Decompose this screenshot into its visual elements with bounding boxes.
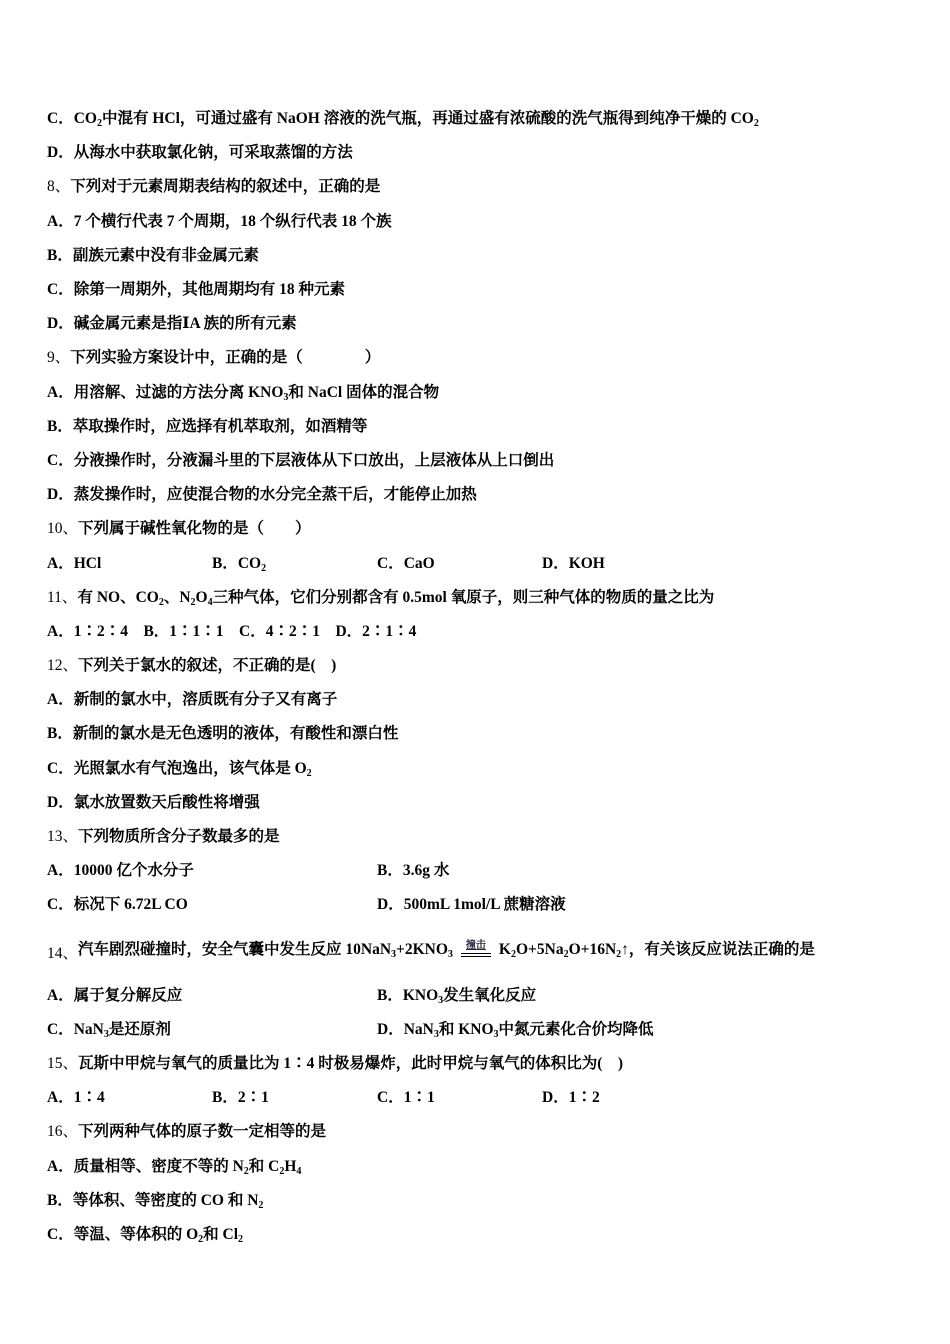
subscript: 3 (493, 1028, 499, 1040)
text-run: 下列关于氯水的叙述，不正确的是( ) (78, 657, 337, 675)
question-number: 9、 (47, 349, 71, 367)
subscript: 4 (207, 596, 213, 608)
answer-option-line (47, 613, 907, 647)
subscript: 2 (198, 1233, 204, 1245)
text-run: B．副族元素中没有非金属元素 (47, 246, 259, 264)
line-text (78, 516, 311, 538)
document-page (47, 100, 907, 1250)
text-run: 下列属于碱性氧化物的是（ ） (78, 520, 311, 538)
subscript: 3 (438, 994, 444, 1006)
line-text (78, 937, 815, 963)
line-text (47, 1188, 263, 1210)
text-run: C．除第一周期外，其他周期均有 18 种元素 (47, 281, 345, 299)
answer-option-line (47, 408, 907, 442)
answer-option (212, 1085, 377, 1107)
line-text (47, 721, 398, 743)
equals-bar (461, 953, 491, 957)
text-run: D．1∶2 (542, 1089, 600, 1107)
answer-option (542, 551, 707, 573)
subscript: 2 (616, 948, 622, 960)
subscript: 3 (103, 1028, 109, 1040)
text-run: A．1∶4 (47, 1089, 105, 1107)
text-run: C．CaO (377, 554, 435, 572)
question-number: 15、 (47, 1054, 79, 1072)
text-run: 下列两种气体的原子数一定相等的是 (78, 1123, 327, 1141)
line-text (78, 1119, 326, 1141)
answer-option-line (47, 100, 907, 134)
answer-option (47, 1017, 377, 1039)
text-run: 中混有 HCl，可通过盛有 NaOH 溶液的洗气瓶，再通过盛有浓硫酸的洗气瓶得到纯净干燥的 CO (101, 110, 754, 128)
line-text (47, 619, 416, 641)
question-stem (47, 1045, 907, 1079)
answer-option-line (47, 134, 907, 168)
answer-option (47, 858, 377, 880)
subscript: 2 (510, 948, 516, 960)
subscript: 2 (190, 596, 196, 608)
answer-option (377, 1085, 542, 1107)
text-run: A．新制的氯水中，溶质既有分子又有离子 (47, 691, 338, 709)
line-text (70, 345, 380, 367)
answer-option (47, 983, 377, 1005)
text-run: 和 NaCl 固体的混合物 (288, 383, 440, 401)
text-run: A．1∶2∶4 B．1∶1∶1 C．4∶2∶1 D．2∶1∶4 (47, 622, 417, 640)
question-number: 10、 (47, 520, 79, 538)
subscript: 2 (261, 562, 267, 574)
text-run: B．CO (212, 554, 262, 572)
subscript: 2 (279, 1165, 285, 1177)
answer-option-line (47, 1147, 907, 1181)
question-number: 16、 (47, 1123, 79, 1141)
answer-option-line (47, 750, 907, 784)
text-run: D．KOH (542, 554, 605, 572)
text-run: 和 Cl (203, 1225, 239, 1243)
text-run: C．标况下 6.72L CO (47, 896, 188, 914)
text-run: D．从海水中获取氯化钠，可采取蒸馏的方法 (47, 144, 353, 162)
line-text (47, 482, 477, 504)
line-text (78, 1051, 623, 1073)
text-run: K (498, 940, 511, 958)
line-text (47, 243, 259, 265)
line-text (47, 311, 297, 333)
text-run: D．碱金属元素是指ⅠA 族的所有元素 (47, 315, 297, 333)
question-stem (47, 921, 907, 967)
answer-option (377, 1017, 707, 1039)
subscript: 2 (258, 1199, 264, 1211)
question-number: 13、 (47, 828, 79, 846)
text-run: 、N (163, 588, 191, 606)
answer-option-line (47, 271, 907, 305)
question-stem (47, 168, 907, 202)
text-run: A．用溶解、过滤的方法分离 KNO (47, 383, 284, 401)
text-run: H (284, 1157, 297, 1175)
subscript: 3 (433, 1028, 439, 1040)
question-stem (47, 510, 907, 544)
answer-option-line (47, 203, 907, 237)
line-text (78, 824, 280, 846)
text-run: C．光照氯水有气泡逸出，该气体是 O (47, 759, 307, 777)
line-text (47, 1222, 243, 1244)
answer-option (377, 892, 707, 914)
answer-option-line (47, 544, 907, 578)
subscript: 2 (238, 1233, 244, 1245)
text-run: A．质量相等、密度不等的 N (47, 1157, 244, 1175)
text-run: 瓦斯中甲烷与氧气的质量比为 1∶4 时极易爆炸，此时甲烷与氧气的体积比为( ) (78, 1054, 624, 1072)
subscript: 3 (391, 948, 397, 960)
text-run: A．HCl (47, 554, 102, 572)
text-run: A．10000 亿个水分子 (47, 862, 194, 880)
line-text (47, 790, 260, 812)
line-text (78, 653, 336, 675)
text-run: B．2∶1 (212, 1089, 269, 1107)
text-run: D．蒸发操作时，应使混合物的水分完全蒸干后，才能停止加热 (47, 486, 477, 504)
subscript: 2 (563, 948, 569, 960)
line-text (47, 106, 759, 128)
answer-option (47, 1085, 212, 1107)
text-run: D．500mL 1mol/L 蔗糖溶液 (377, 896, 566, 914)
text-run: A．属于复分解反应 (47, 986, 183, 1004)
answer-option (47, 892, 377, 914)
answer-option-line (47, 442, 907, 476)
text-run: 下列物质所含分子数最多的是 (78, 828, 280, 846)
text-run: 下列实验方案设计中，正确的是（ ） (70, 349, 381, 367)
question-stem (47, 647, 907, 681)
text-run: ↑，有关该反应说法正确的是 (621, 940, 815, 958)
text-run: C．1∶1 (377, 1089, 435, 1107)
line-text (47, 1154, 301, 1176)
text-run: 发生氧化反应 (443, 986, 537, 1004)
text-run: O+5Na (515, 940, 564, 958)
answer-option (377, 983, 707, 1005)
answer-option (377, 551, 542, 573)
answer-option (212, 551, 377, 573)
question-number: 11、 (47, 588, 78, 606)
answer-option-line (47, 681, 907, 715)
line-text (70, 174, 380, 196)
question-stem (47, 339, 907, 373)
answer-option-line (47, 374, 907, 408)
answer-option-line (47, 977, 907, 1011)
subscript: 2 (158, 596, 164, 608)
line-text (47, 448, 554, 470)
line-text (47, 209, 391, 231)
text-run: C．NaN (47, 1020, 104, 1038)
text-run: 是还原剂 (108, 1020, 171, 1038)
text-run: C．CO (47, 110, 97, 128)
text-run: A．7 个横行代表 7 个周期，18 个纵行代表 18 个族 (47, 212, 392, 230)
text-run: 中氮元素化合价均降低 (498, 1020, 654, 1038)
question-stem (47, 579, 907, 613)
reaction-condition-arrow (461, 936, 491, 957)
question-stem (47, 1113, 907, 1147)
subscript: 2 (306, 767, 312, 779)
question-number: 14、 (47, 944, 79, 962)
text-run: D．氯水放置数天后酸性将增强 (47, 793, 260, 811)
line-text (77, 585, 714, 607)
line-text (47, 414, 367, 436)
answer-option-line (47, 715, 907, 749)
text-run: B．KNO (377, 986, 439, 1004)
line-text (47, 756, 312, 778)
answer-option-line (47, 1079, 907, 1113)
answer-option-line (47, 1216, 907, 1250)
subscript: 2 (753, 118, 759, 130)
text-run: B．新制的氯水是无色透明的液体，有酸性和漂白性 (47, 725, 399, 743)
question-number: 8、 (47, 178, 71, 196)
answer-option (47, 551, 212, 573)
answer-option-line (47, 886, 907, 920)
text-run: D．NaN (377, 1020, 434, 1038)
subscript: 3 (447, 948, 453, 960)
text-run: B．3.6g 水 (377, 862, 450, 880)
subscript: 2 (96, 118, 102, 130)
line-text (47, 380, 439, 402)
text-run: O (195, 588, 208, 606)
text-run: 有 NO、CO (77, 588, 159, 606)
text-run: 和 C (248, 1157, 280, 1175)
question-number: 12、 (47, 657, 79, 675)
text-run: B．等体积、等密度的 CO 和 N (47, 1191, 259, 1209)
answer-option-line (47, 1011, 907, 1045)
subscript: 2 (243, 1165, 249, 1177)
text-run: B．萃取操作时，应选择有机萃取剂，如酒精等 (47, 417, 368, 435)
subscript: 4 (296, 1165, 302, 1177)
text-run: O+16N (568, 940, 617, 958)
line-text (47, 687, 337, 709)
text-run: 汽车剧烈碰撞时，安全气囊中发生反应 10NaN (78, 940, 392, 958)
line-text (47, 277, 345, 299)
text-run: 下列对于元素周期表结构的叙述中，正确的是 (70, 178, 381, 196)
reaction-condition-label: 撞击 (465, 939, 486, 951)
answer-option-line (47, 305, 907, 339)
answer-option-line (47, 1182, 907, 1216)
text-run: C．等温、等体积的 O (47, 1225, 199, 1243)
text-run: 三种气体，它们分别都含有 0.5mol 氧原子，则三种气体的物质的量之比为 (212, 588, 715, 606)
answer-option-line (47, 784, 907, 818)
subscript: 3 (283, 391, 289, 403)
answer-option-line (47, 476, 907, 510)
question-stem (47, 818, 907, 852)
text-run: +2KNO (396, 940, 448, 958)
answer-option-line (47, 852, 907, 886)
text-run: 和 KNO (438, 1020, 494, 1038)
line-text (47, 140, 353, 162)
answer-option (377, 858, 707, 880)
answer-option-line (47, 237, 907, 271)
text-run: C．分液操作时，分液漏斗里的下层液体从下口放出，上层液体从上口倒出 (47, 451, 555, 469)
answer-option (542, 1085, 707, 1107)
